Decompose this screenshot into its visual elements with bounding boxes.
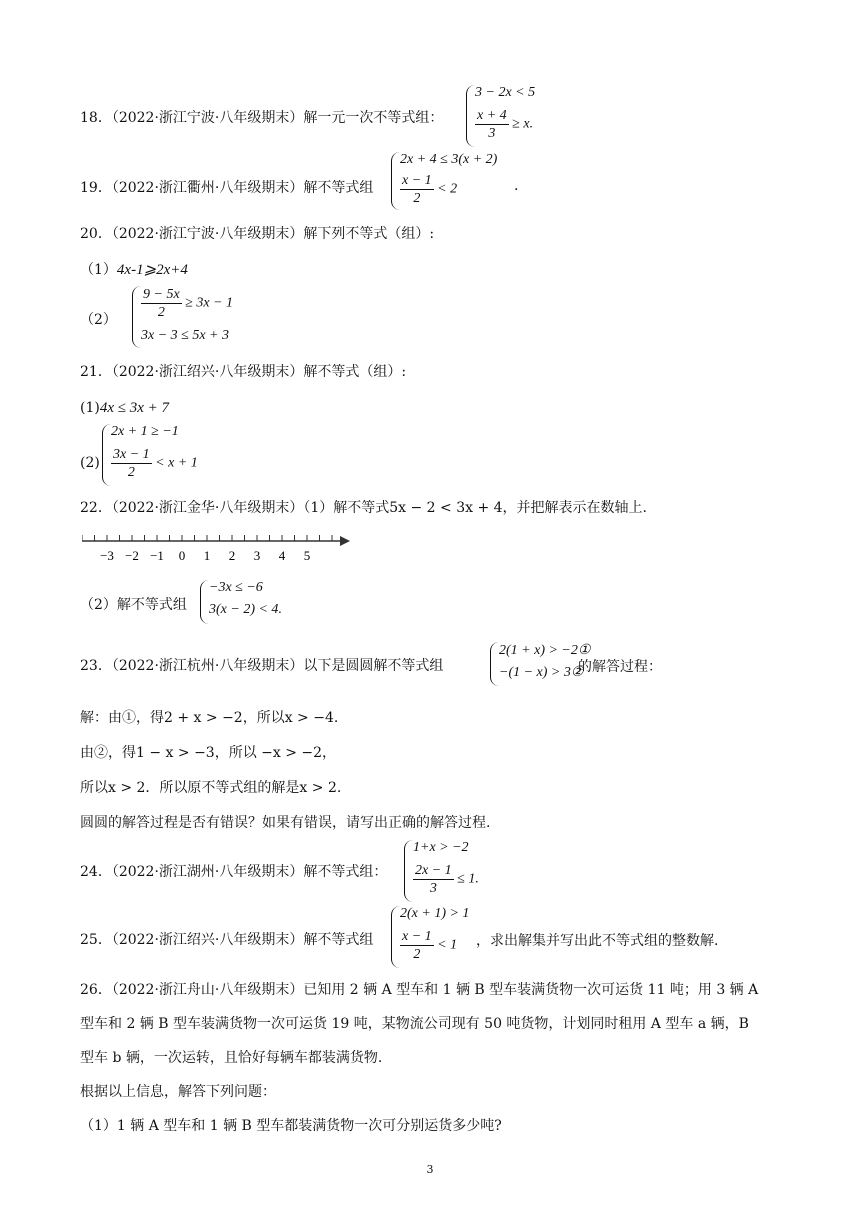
q26-line4: 根据以上信息，解答下列问题：: [80, 1084, 276, 1100]
q24-ineq1: 1+x > −2: [413, 840, 469, 855]
q23-text: 23．（2022·浙江杭州·八年级期末）以下是圆圆解不等式组: [80, 658, 444, 674]
q21-system: [102, 424, 211, 486]
q25-ineq2: $\frac{x - 1}{2}$ < 1: [402, 929, 458, 962]
q23-ineq1: 2(1 + x) > −2①: [499, 643, 591, 658]
tick-label: 2: [228, 548, 236, 563]
tick-label: −2: [125, 548, 139, 563]
q21-part2-label: (2): [80, 455, 100, 471]
q24-ineq2: $\frac{2x - 1}{3}$ ≤ 1.: [415, 863, 479, 896]
q26-line3: 型车 b 辆，一次运转，且恰好每辆车都装满货物.: [80, 1050, 383, 1066]
tick-label: −3: [100, 548, 114, 563]
q22-ineq2: 3(x − 2) < 4.: [209, 602, 282, 617]
q20-part1: （1）4x-1⩾2x+4: [80, 262, 188, 278]
q26-part1: （1）1 辆 A 型车和 1 辆 B 型车都装满货物一次可分别运货多少吨?: [80, 1118, 502, 1134]
q19-ineq2: $\frac{x - 1}{2}$ < 2: [402, 173, 458, 206]
q23-system: [490, 642, 591, 686]
q23-tail: 的解答过程：: [578, 659, 662, 675]
tick-label: 1: [203, 548, 211, 563]
page-number: 3: [426, 1163, 434, 1176]
q23-step3: 所以x > 2．所以原不等式组的解是x > 2.: [80, 780, 342, 796]
q26-line1: 26．（2022·浙江舟山·八年级期末）已知用 2 辆 A 型车和 1 辆 B 型车装满货物一次可运货 11 吨；用 3 辆 A: [80, 982, 759, 998]
q19-text: 19．（2022·浙江衢州·八年级期末）解不等式组: [80, 180, 374, 196]
q25-ineq1: 2(x + 1) > 1: [400, 906, 470, 921]
q20-ineq2: 3x − 3 ≤ 5x + 3: [141, 328, 230, 343]
q26-line2: 型车和 2 辆 B 型车装满货物一次可运货 19 吨，某物流公司现有 50 吨货物，计划同时租用 A 型车 a 辆，B: [80, 1016, 749, 1032]
tick-label: 0: [178, 548, 186, 563]
q20-system: [132, 286, 261, 348]
q20-text: 20．（2022·浙江宁波·八年级期末）解下列不等式（组）:: [80, 226, 435, 242]
q22-text: 22．（2022·浙江金华·八年级期末）（1）解不等式5x − 2 < 3x + 4，并把解表示在数轴上.: [80, 500, 648, 516]
q18-system: [466, 85, 565, 147]
q24-text: 24．（2022·浙江湖州·八年级期末）解不等式组：: [80, 864, 388, 880]
tick-label: −1: [150, 548, 164, 563]
q25-text: 25．（2022·浙江绍兴·八年级期末）解不等式组: [80, 932, 374, 948]
number-line: [82, 530, 352, 570]
tick-label: 3: [253, 548, 261, 563]
q22-ineq1: −3x ≤ −6: [209, 580, 263, 595]
q21-ineq2: $\frac{3x - 1}{2}$ < x + 1: [113, 447, 198, 480]
q21-part1: (1)4x ≤ 3x + 7: [80, 400, 170, 416]
q18-ineq2: $\frac{x + 4}{3}$ ≥ x.: [477, 108, 534, 141]
q20-part2-label: （2）: [80, 312, 117, 328]
q22-system: [200, 580, 299, 624]
tick-label: 4: [278, 548, 286, 563]
q18-text: 18．（2022·浙江宁波·八年级期末）解一元一次不等式组：: [80, 110, 444, 126]
q19-period: .: [514, 178, 519, 194]
q19-system: [391, 152, 520, 210]
q23-ineq2: −(1 − x) > 3②: [499, 665, 584, 680]
q21-text: 21．（2022·浙江绍兴·八年级期末）解不等式（组）:: [80, 364, 407, 380]
q18-ineq1: 3 − 2x < 5: [475, 85, 536, 100]
arrow-right-icon: [340, 536, 350, 546]
q20-ineq1: $\frac{9 - 5x}{2}$ ≥ 3x − 1: [143, 287, 234, 320]
q22-part2: （2）解不等式组: [80, 597, 187, 613]
q25-tail: ，求出解集并写出此不等式组的整数解.: [476, 933, 719, 949]
q23-step2: 由②，得1 − x > −3，所以 −x > −2，: [80, 745, 337, 761]
tick-label: 5: [303, 548, 311, 563]
q19-ineq1: 2x + 4 ≤ 3(x + 2): [400, 152, 498, 167]
q21-ineq1: 2x + 1 ≥ −1: [111, 424, 179, 439]
q23-question: 圆圆的解答过程是否有错误？如果有错误，请写出正确的解答过程.: [80, 815, 491, 831]
q23-step1: 解：由①，得2 + x > −2，所以x > −4.: [80, 710, 339, 726]
q25-system: [391, 906, 480, 968]
q24-system: [404, 840, 493, 902]
